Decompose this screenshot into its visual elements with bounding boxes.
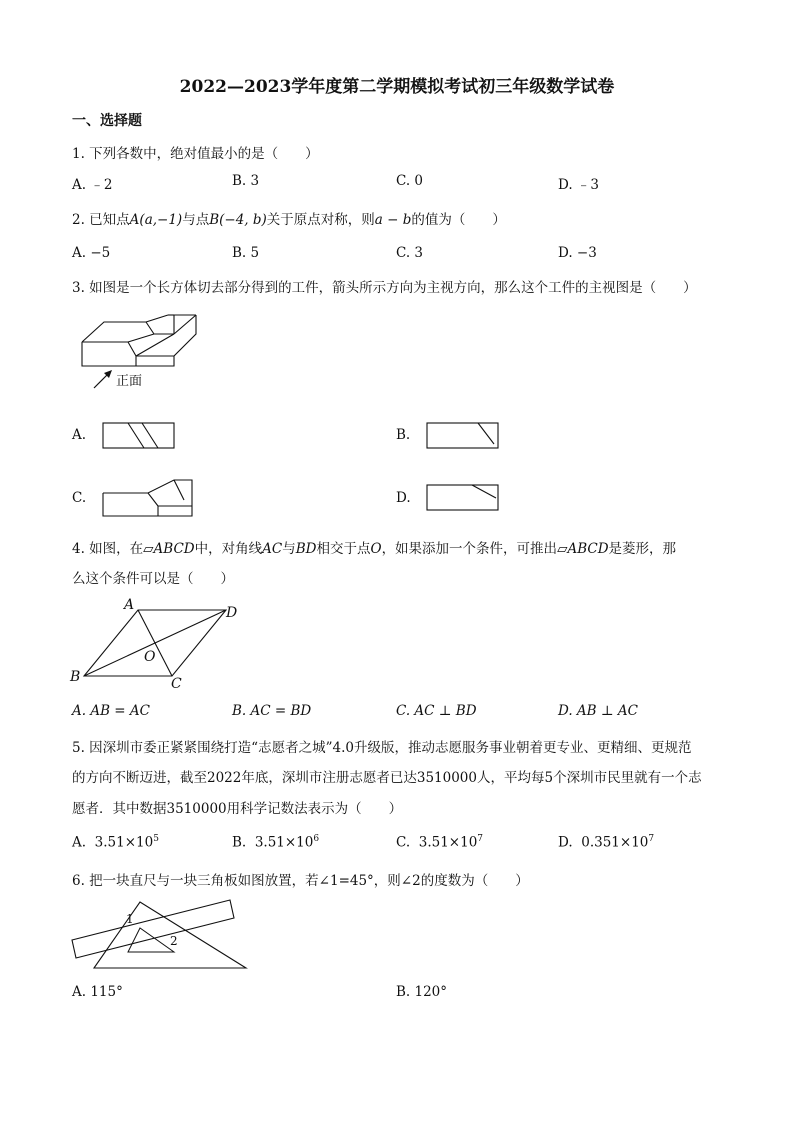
vertex-d-label: D — [226, 605, 238, 621]
q3-option-d[interactable]: D. — [396, 490, 411, 506]
question-5-stem-line3: 愿者．其中数据3510000用科学记数法表示为（ ） — [72, 801, 403, 817]
diagonal-bd: BD — [295, 541, 317, 557]
q5-option-a[interactable] — [72, 834, 159, 851]
diagonal-ac: AC — [262, 541, 283, 557]
option-exponent: 5 — [153, 834, 159, 844]
q5-option-b[interactable] — [232, 834, 319, 851]
option-base: 3.51×10 — [94, 834, 154, 851]
q2-option-d[interactable]: D. −3 — [558, 245, 597, 261]
vertex-a-label: A — [124, 597, 135, 613]
q2-option-c[interactable]: C. 3 — [396, 245, 424, 261]
page-title: 2022—2023学年度第二学期模拟考试初三年级数学试卷 — [179, 77, 615, 97]
option-base: 0.351×10 — [581, 834, 649, 851]
q4-option-c[interactable]: C. AC ⊥ BD — [396, 703, 477, 719]
ruler-triangle-figure — [70, 896, 255, 976]
q3-option-c-figure[interactable] — [102, 478, 194, 518]
center-o-label: O — [144, 649, 156, 665]
option-label: A. — [72, 834, 87, 851]
q4-stem-part: 4. 如图，在 — [72, 541, 144, 557]
question-3-stem: 3. 如图是一个长方体切去部分得到的工件，箭头所示方向为主视方向，那么这个工件的主视图是（ ） — [72, 280, 697, 296]
vertex-b-label: B — [70, 669, 81, 685]
point-o: O — [370, 541, 382, 557]
q3-option-b-figure[interactable] — [426, 422, 500, 450]
angle-2-label: 2 — [170, 934, 178, 948]
section-heading: 一、选择题 — [72, 113, 142, 129]
q6-option-b[interactable]: B. 120° — [396, 984, 448, 1000]
q4-option-d[interactable]: D. AB ⊥ AC — [558, 703, 638, 719]
q2-option-b[interactable]: B. 5 — [232, 245, 260, 261]
question-4-stem-line1 — [72, 537, 676, 557]
option-label: D. — [558, 834, 573, 851]
parallelogram-symbol: ▱ABCD — [557, 541, 609, 557]
parallelogram-symbol: ▱ABCD — [143, 541, 195, 557]
q1-option-c[interactable]: C. 0 — [396, 173, 424, 189]
q2-stem-part: 2. 已知点 — [72, 212, 130, 228]
q3-option-c[interactable]: C. — [72, 490, 87, 506]
q2-option-a[interactable]: A. −5 — [72, 245, 111, 261]
q2-stem-part: 关于原点对称，则 — [266, 212, 375, 228]
vertex-c-label: C — [171, 676, 182, 692]
q3-option-a-figure[interactable] — [102, 422, 176, 450]
q4-option-a[interactable]: A. AB = AC — [72, 703, 150, 719]
q4-stem-part: ，如果添加一个条件，可推出 — [381, 541, 558, 557]
q4-option-b[interactable]: B. AC = BD — [232, 703, 312, 719]
option-exponent: 7 — [477, 834, 484, 844]
expression: a − b — [374, 212, 412, 228]
front-view-label: 正面 — [116, 374, 143, 389]
q2-stem-part: 的值为（ ） — [411, 212, 506, 228]
q4-stem-part: 是菱形，那 — [608, 541, 677, 557]
point-b: B(−4, b) — [209, 212, 267, 228]
q2-stem-part: 与点 — [182, 212, 210, 228]
q5-option-d[interactable] — [558, 834, 654, 851]
question-6-stem: 6. 把一块直尺与一块三角板如图放置，若∠1=45°，则∠2的度数为（ ） — [72, 873, 529, 889]
option-base: 3.51×10 — [418, 834, 478, 851]
q1-option-a[interactable]: A. ﹣2 — [72, 177, 113, 193]
question-5-stem-line2: 的方向不断迈进，截至2022年底，深圳市注册志愿者已达3510000人，平均每5个深圳市民里就有一个志 — [72, 770, 702, 786]
option-label: C. — [396, 834, 411, 851]
q5-option-c[interactable] — [396, 834, 483, 851]
option-exponent: 7 — [648, 834, 655, 844]
question-4-stem-line2: 么这个条件可以是（ ） — [72, 571, 234, 587]
angle-1-label: 1 — [126, 912, 134, 926]
question-2-stem — [72, 208, 506, 228]
q4-stem-part: 相交于点 — [316, 541, 371, 557]
option-exponent: 6 — [313, 834, 320, 844]
point-a: A(a,−1) — [129, 212, 183, 228]
q3-option-b[interactable]: B. — [396, 427, 411, 443]
q3-option-d-figure[interactable] — [426, 484, 500, 512]
q1-option-d[interactable]: D. ﹣3 — [558, 177, 600, 193]
option-base: 3.51×10 — [254, 834, 314, 851]
question-5-stem-line1: 5. 因深圳市委正紧紧围绕打造“志愿者之城”4.0升级版，推动志愿服务事业朝着更专业、更精细、更规范 — [72, 740, 692, 756]
q4-stem-part: 与 — [282, 541, 296, 557]
q4-stem-part: 中，对角线 — [194, 541, 263, 557]
parallelogram-figure — [66, 596, 246, 691]
question-1-stem: 1. 下列各数中，绝对值最小的是（ ） — [72, 146, 319, 162]
q3-option-a[interactable]: A. — [72, 427, 87, 443]
q6-option-a[interactable]: A. 115° — [72, 984, 123, 1000]
option-label: B. — [232, 834, 247, 851]
q1-option-b[interactable]: B. 3 — [232, 173, 260, 189]
